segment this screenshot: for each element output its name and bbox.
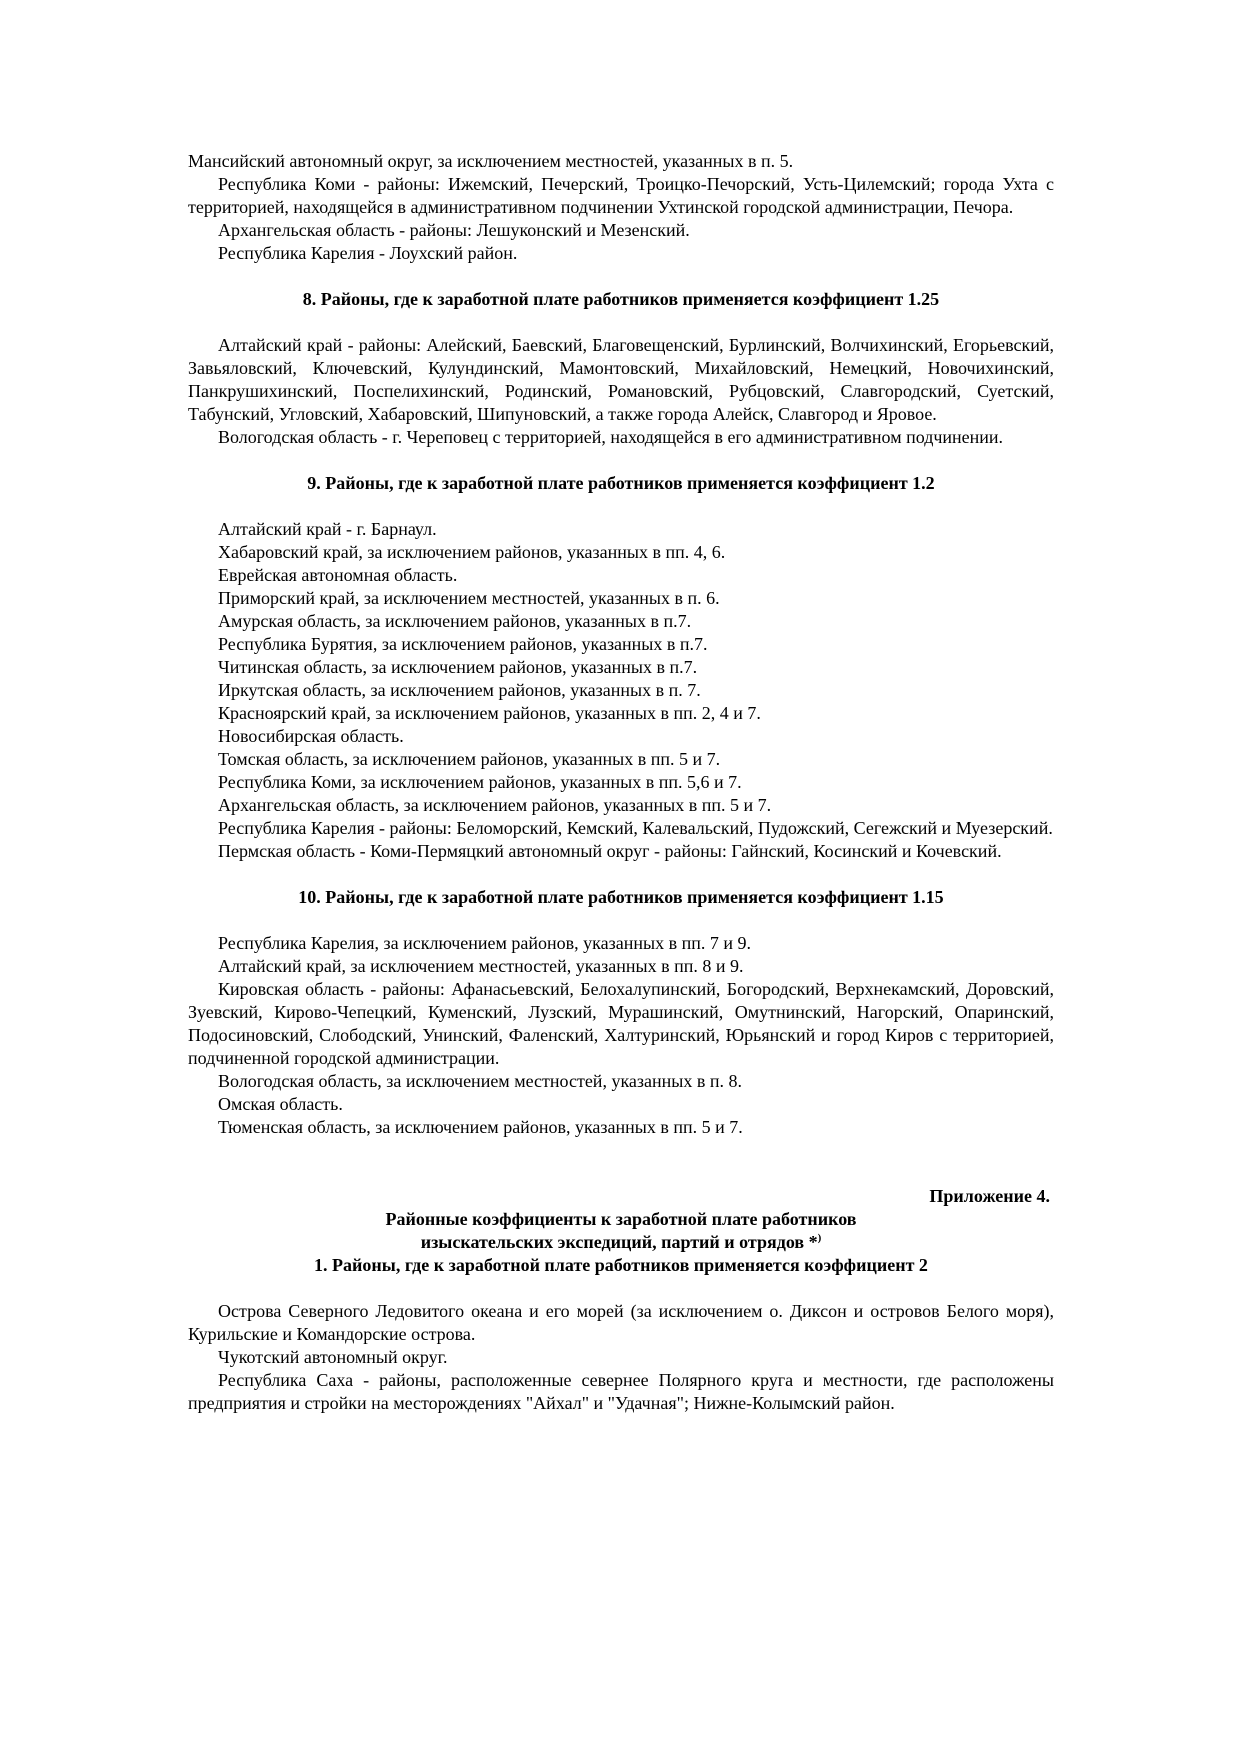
intro-item: Архангельская область - районы: Лешуконский и Мезенский. bbox=[218, 220, 690, 240]
appendix-4-label: Приложение 4. bbox=[929, 1186, 1050, 1206]
section-9-item: Республика Карелия - районы: Беломорский, Кемский, Калевальский, Пудожский, Сегежский и Муезерский. bbox=[218, 818, 1053, 838]
section-10-item: Кировская область - районы: Афанасьевский, Белохалупинский, Богородский, Верхнекамский, Доровский, Зуевский, Кирово-Чепецкий, Куменский, Лузский, Мурашинский, Омутнинский, Нагорский, Опаринский, Подосиновский, Слободский, Унинский, Фаленский, Халтуринский, Юрьянский и город Киров с территорией, подчиненной городской администрации. bbox=[188, 979, 1054, 1068]
section-10-item: Республика Карелия, за исключением районов, указанных в пп. 7 и 9. bbox=[218, 933, 751, 953]
appendix-4-title-line-2-text: изыскательских экспедиций, партий и отрядов * bbox=[420, 1232, 818, 1252]
section-10-item: Тюменская область, за исключением районов, указанных в пп. 5 и 7. bbox=[218, 1117, 743, 1137]
intro-item: Республика Карелия - Лоухский район. bbox=[218, 243, 518, 263]
section-9-item: Красноярский край, за исключением районов, указанных в пп. 2, 4 и 7. bbox=[218, 703, 761, 723]
section-10-item: Алтайский край, за исключением местностей, указанных в пп. 8 и 9. bbox=[218, 956, 744, 976]
document-page bbox=[188, 150, 1054, 1415]
section-9-item: Амурская область, за исключением районов, указанных в п.7. bbox=[218, 611, 692, 631]
section-8-item: Вологодская область - г. Череповец с территорией, находящейся в его административном подчинении. bbox=[218, 427, 1004, 447]
section-8-item: Алтайский край - районы: Алейский, Баевский, Благовещенский, Бурлинский, Волчихинский, Егорьевский, Завьяловский, Ключевский, Кулундинский, Мамонтовский, Михайловский, Немецкий, Новочихинский, Панкрушихинский, Поспелихинский, Родинский, Романовский, Рубцовский, Славгородский, Суетский, Табунский, Угловский, Хабаровский, Шипуновский, а также города Алейск, Славгород и Яровое. bbox=[188, 335, 1054, 424]
section-9-item: Архангельская область, за исключением районов, указанных в пп. 5 и 7. bbox=[218, 795, 772, 815]
section-9-item: Хабаровский край, за исключением районов, указанных в пп. 4, 6. bbox=[218, 542, 726, 562]
section-10-item: Вологодская область, за исключением местностей, указанных в п. 8. bbox=[218, 1071, 742, 1091]
intro-continuation: Мансийский автономный округ, за исключением местностей, указанных в п. 5. bbox=[188, 151, 794, 171]
appendix-4-title-line-1: Районные коэффициенты к заработной плате работников bbox=[385, 1209, 857, 1229]
section-9-item: Еврейская автономная область. bbox=[218, 565, 458, 585]
section-9-item: Республика Коми, за исключением районов, указанных в пп. 5,6 и 7. bbox=[218, 772, 742, 792]
appendix-4-title-line-2 bbox=[188, 1231, 1054, 1254]
section-9-item: Иркутская область, за исключением районов, указанных в п. 7. bbox=[218, 680, 701, 700]
appendix-4-item: Республика Саха - районы, расположенные севернее Полярного круга и местности, где расположены предприятия и стройки на месторождениях "Айхал" и "Удачная"; Нижне-Колымский район. bbox=[188, 1370, 1054, 1413]
section-9-item: Читинская область, за исключением районов, указанных в п.7. bbox=[218, 657, 698, 677]
section-9-item: Пермская область - Коми-Пермяцкий автономный округ - районы: Гайнский, Косинский и Кочевский. bbox=[218, 841, 1002, 861]
intro-item: Республика Коми - районы: Ижемский, Печерский, Троицко-Печорский, Усть-Цилемский; города Ухта с территорией, находящейся в административном подчинении Ухтинской городской администрации, Печора. bbox=[188, 174, 1054, 217]
appendix-4-section-1-heading: 1. Районы, где к заработной плате работников применяется коэффициент 2 bbox=[314, 1255, 928, 1275]
section-10-item: Омская область. bbox=[218, 1094, 343, 1114]
spacer bbox=[188, 1139, 1054, 1185]
appendix-4-item: Острова Северного Ледовитого океана и его морей (за исключением о. Диксон и островов Белого моря), Курильские и Командорские острова. bbox=[188, 1301, 1054, 1344]
section-9-heading: 9. Районы, где к заработной плате работников применяется коэффициент 1.2 bbox=[307, 473, 935, 493]
section-10-heading: 10. Районы, где к заработной плате работников применяется коэффициент 1.15 bbox=[298, 887, 944, 907]
appendix-4-item: Чукотский автономный округ. bbox=[218, 1347, 448, 1367]
section-9-item: Новосибирская область. bbox=[218, 726, 404, 746]
section-9-item: Республика Бурятия, за исключением районов, указанных в п.7. bbox=[218, 634, 708, 654]
section-9-item: Приморский край, за исключением местностей, указанных в п. 6. bbox=[218, 588, 720, 608]
footnote-mark: ) bbox=[817, 1232, 822, 1244]
section-9-item: Томская область, за исключением районов, указанных в пп. 5 и 7. bbox=[218, 749, 721, 769]
section-9-item: Алтайский край - г. Барнаул. bbox=[218, 519, 437, 539]
section-8-heading: 8. Районы, где к заработной плате работников применяется коэффициент 1.25 bbox=[302, 289, 940, 309]
